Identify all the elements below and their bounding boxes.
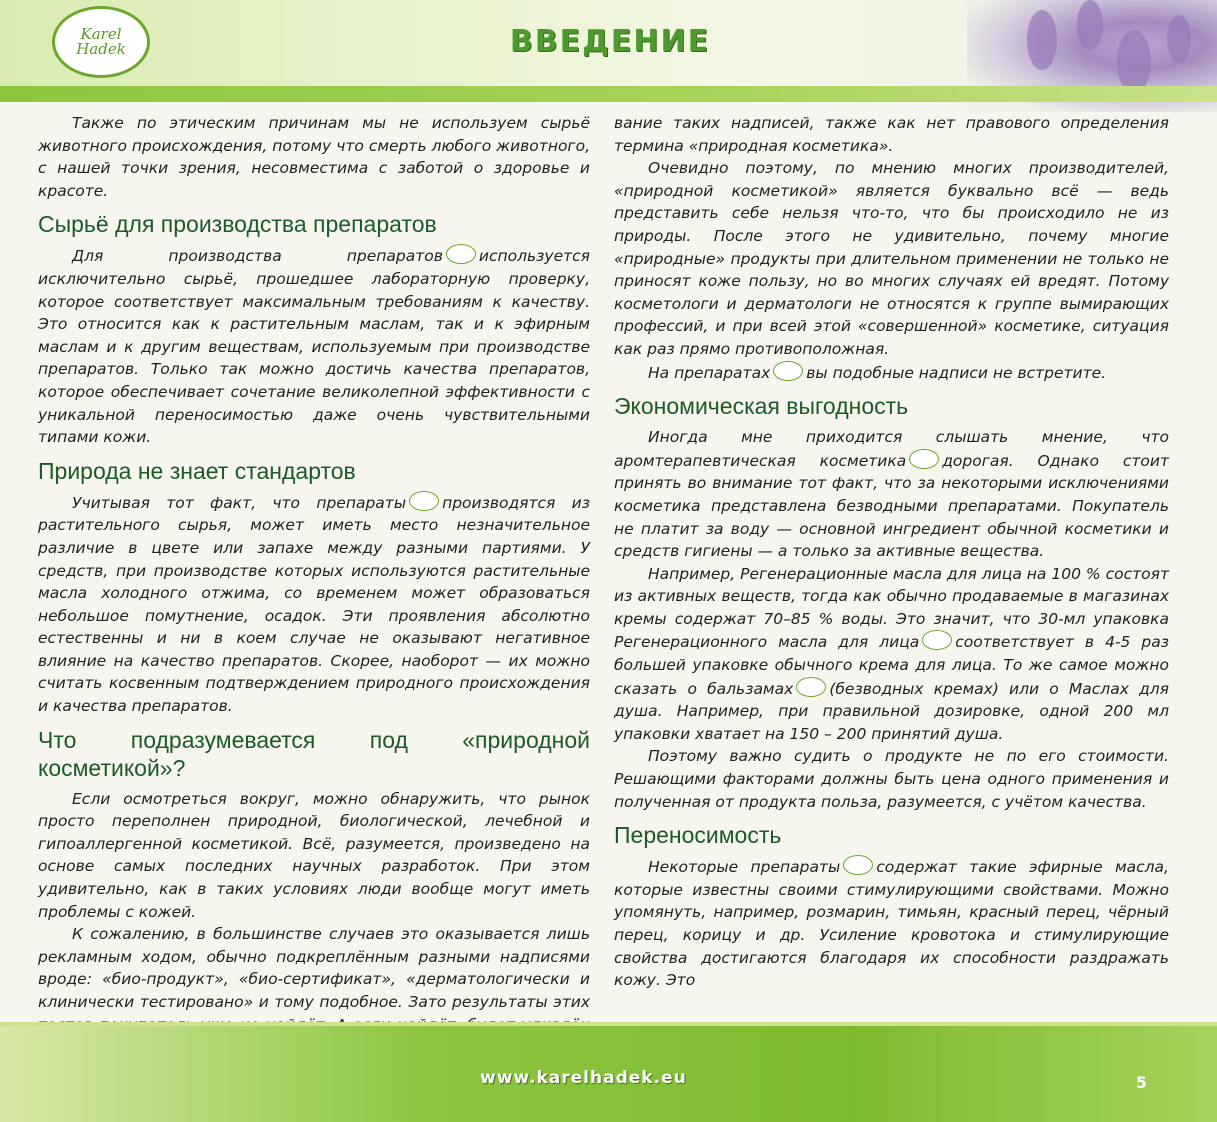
website-link[interactable]: www.karelhadek.eu [480, 1068, 687, 1088]
brand-logo-icon [409, 491, 439, 511]
paragraph-natural-2: К сожалению, в большинстве случаев это оказывается лишь рекламным ходом, обычно подкреплённым разными надписями вроде: «био-продукт», «био-сертификат», «дерматологически и клинически тестировано» и тому подобное. Зато результаты этих [38, 925, 590, 1011]
paragraph-natural-1: Если осмотреться вокруг, можно обнаружить, что рынок просто переполнен природной, биологической, лечебной и гипоаллергенной косметикой. Всё, разумеется, произведено на основе самых последних научных разработок. При этом удивительно, как в таких условиях люди вообще могут иметь проблемы с кожей. [38, 789, 590, 921]
text-segment: дорогая. Однако стоит принять во внимание тот факт, что за некоторыми исключениями косметика представлена безводными препаратами. Покупатель не платит за воду — основной ингредиент обычной косметики и средств гигиены — а только за активные вещества. [614, 451, 1169, 561]
text-segment: используется исключительно сырьё, прошедшее лабораторную проверку, которое соответствует максимальным требованиям к качеству. Это относится как к растительным маслам, так и к эфирным маслам и к другим веществам, используемым при производстве препаратов. Только так можно достичь качества препаратов, которое обеспечивает сочетание великолепной эффективности с уникальной переносимостью даже очень чувствительными типами кожи. [38, 247, 590, 447]
heading-tolerance: Переносимость [614, 822, 782, 849]
logo-line-1: Karel [80, 25, 122, 43]
heading-nature-no-standards: Природа не знает стандартов [38, 457, 356, 484]
text-segment: вы подобные надписи не встретите. [806, 363, 1107, 382]
text-segment: Например, Регенерационные масла для лица на 100 % состоят из активных веществ, тогда как обычно продаваемые в магазинах кремы содержат 70–85 % воды. Это значит, что 30-мл упаковка Регенерационного масла для лица [614, 564, 1169, 652]
paragraph-labels [614, 361, 1169, 385]
text-segment: (безводных кремах) или о Маслах для душа. Например, при правильной дозировке, одной 200 мл упаковки хватает на 150 – 200 принятий душа. [614, 679, 1169, 743]
paragraph-obviously: Очевидно поэтому, по мнению многих производителей, «природной косметикой» является буквально всё — ведь представить себе нельзя что-то, что бы происходило не из природы. После этого не удивительно, почему многие «природные» продукты при длительном применении не только не приносят коже пользу, но во многих случаях ей вредят. Потому косметологи и дерматологи не относятся к группе вымирающих профессий, и при всей этой «совершенной» косметике, ситуация как раз прямо противоположная. [614, 159, 1169, 358]
paragraph-economic-1 [614, 426, 1169, 563]
paragraph-nature [38, 491, 590, 718]
heading-economic-benefit: Экономическая выгодность [614, 393, 909, 420]
text-segment: соответствует в 4-5 раз большей упаковке обычного крема для лица. То же самое можно сказать о бальзамах [614, 633, 1170, 698]
brand-logo-icon [446, 244, 476, 264]
header-band [0, 86, 1217, 102]
text-segment: Для производства препаратов [72, 247, 443, 266]
brand-logo [52, 6, 150, 78]
paragraph-continued: вание таких надписей, также как нет правового определения термина «природная косметика». [614, 114, 1169, 155]
text-segment: содержат такие эфирные масла, которые известны своими стимулирующими свойствами. Можно упомянуть, например, розмарин, тимьян, красный перец, чёрный перец, корицу и др. Усиление кровотока и стимулирующие свойства достигаются благодаря их способности раздражать кожу. Это [614, 858, 1169, 990]
paragraph-economic-3: Поэтому важно судить о продукте не по его стоимости. Решающими факторами должны быть цена одного применения и полученная от продукта польза, разумеется, с учётом качества. [614, 747, 1169, 811]
text-segment: производятся из растительного сырья, может иметь место незначительное различие в цвете или запахе между разными партиями. У средств, при производстве которых используются растительные масла холодного отжима, со временем может образоваться небольшое помутнение, осадок. Эти проявления абсолютно естественны и ни в коем случае не оказывают негативное влияние на качество препаратов. Скорее, наоборот — их можно считать косвенным подтверждением природного происхождения и качества препаратов. [38, 493, 590, 716]
paragraph-tolerance [614, 855, 1169, 992]
text-segment: Учитывая тот факт, что препараты [72, 493, 407, 512]
logo-line-2: Hadek [76, 40, 126, 58]
brand-logo-icon [843, 855, 873, 875]
brand-logo-icon [773, 361, 803, 381]
text-segment: Некоторые препараты [648, 858, 841, 877]
brand-logo-icon [796, 677, 826, 697]
brand-logo-icon [909, 449, 939, 469]
page-title: ВВЕДЕНИЕ [509, 24, 711, 59]
paragraph-economic-2 [614, 563, 1169, 746]
text-segment: На препаратах [648, 363, 771, 382]
paragraph-raw-materials [38, 244, 590, 448]
heading-natural-cosmetics: Что подразумевается под «природной косметикой»? [38, 726, 590, 781]
left-column [38, 112, 590, 1059]
page-number: 5 [1135, 1073, 1147, 1092]
paragraph-intro: Также по этическим причинам мы не используем сырьё животного происхождения, потому что смерть любого животного, с нашей точки зрения, несовместима с заботой о здоровье и красоте. [38, 114, 590, 200]
brand-logo-icon [922, 630, 952, 650]
text-segment: Иногда мне приходится слышать мнение, что аромтерапевтическая косметика [614, 428, 1169, 470]
heading-raw-materials: Сырьё для производства препаратов [38, 211, 437, 238]
right-column [614, 112, 1169, 992]
